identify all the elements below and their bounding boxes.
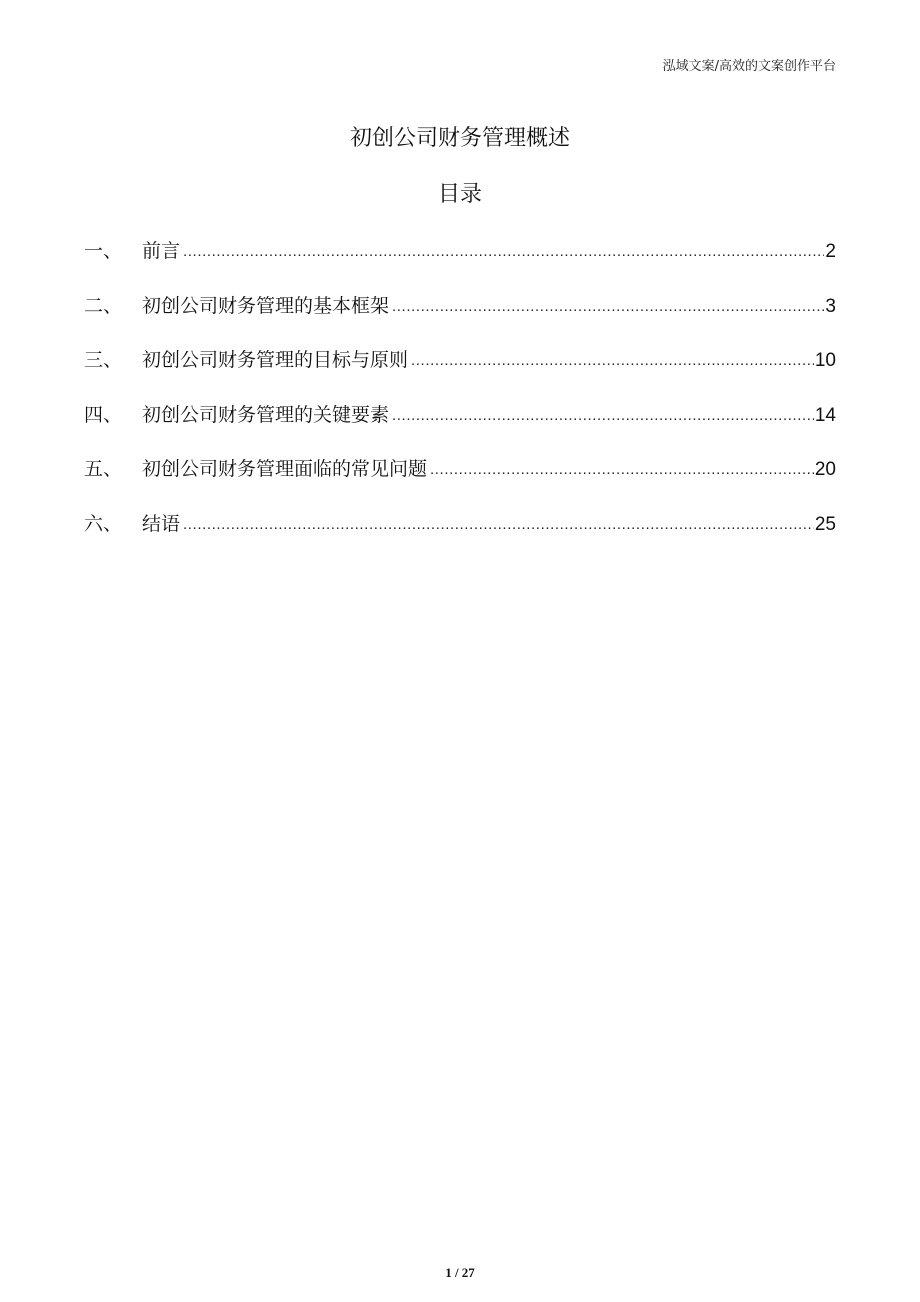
toc-entry-number: 五、 [84,458,123,481]
page-header: 泓域文案/高效的文案创作平台 [662,59,836,74]
toc-dot-leader [430,455,814,485]
toc-entry-page: 14 [814,404,836,426]
toc-entry-conclusion[interactable] [84,509,836,564]
toc-entry-number: 一、 [84,240,123,262]
toc-dot-leader [183,237,824,267]
toc-entry-label: 初创公司财务管理的基本框架 [142,294,390,317]
toc-entry-label: 结语 [142,512,181,535]
toc-entry-page: 2 [825,241,836,262]
toc-entry-basic-framework[interactable] [84,291,836,346]
table-of-contents [84,236,836,564]
toc-entry-label: 初创公司财务管理面临的常见问题 [142,458,428,481]
toc-dot-leader [392,292,824,322]
toc-entry-number: 六、 [84,512,123,535]
toc-entry-page: 10 [814,350,836,372]
document-title: 初创公司财务管理概述 [349,126,570,151]
toc-entry-page: 25 [814,513,836,535]
toc-entry-common-problems[interactable] [84,454,836,509]
page-number-indicator: 1 / 27 [445,1265,475,1280]
toc-entry-label: 初创公司财务管理的关键要素 [142,403,390,426]
toc-entry-page: 3 [825,295,836,317]
toc-entry-number: 二、 [84,294,123,317]
toc-dot-leader [392,401,814,431]
toc-dot-leader [411,346,814,376]
toc-entry-label: 初创公司财务管理的目标与原则 [142,349,409,372]
toc-entry-number: 三、 [84,349,123,372]
toc-heading: 目录 [437,182,482,207]
toc-entry-label: 前言 [142,240,181,262]
toc-entry-key-elements[interactable] [84,400,836,455]
toc-entry-goals-principles[interactable] [84,345,836,400]
toc-dot-leader [183,510,814,540]
toc-entry-preface[interactable] [84,236,836,291]
toc-entry-page: 20 [814,459,836,481]
toc-entry-number: 四、 [84,403,123,426]
